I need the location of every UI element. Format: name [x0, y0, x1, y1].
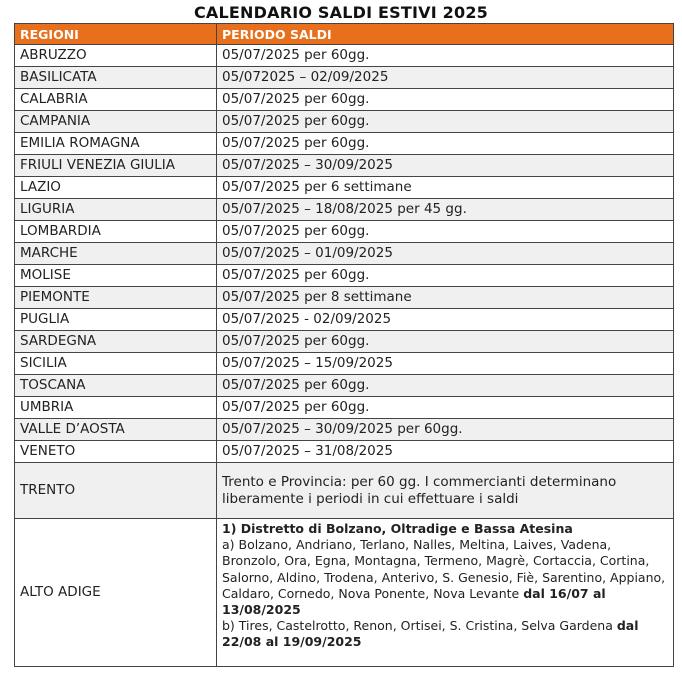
period-cell: 05/07/2025 per 6 settimane [217, 177, 674, 199]
period-cell: 05/07/2025 per 60gg. [217, 221, 674, 243]
table-row [15, 177, 674, 199]
table-row [15, 155, 674, 177]
region-cell: LAZIO [15, 177, 217, 199]
table-row [15, 67, 674, 89]
region-cell: CAMPANIA [15, 111, 217, 133]
table-row [15, 45, 674, 67]
region-cell: ABRUZZO [15, 45, 217, 67]
region-cell: VENETO [15, 441, 217, 463]
region-cell: LIGURIA [15, 199, 217, 221]
table-row-trento [15, 463, 674, 519]
table-row-alto-adige [15, 519, 674, 667]
period-cell: 05/07/2025 per 8 settimane [217, 287, 674, 309]
period-cell: 05/07/2025 – 18/08/2025 per 45 gg. [217, 199, 674, 221]
period-cell: 05/07/2025 – 01/09/2025 [217, 243, 674, 265]
table-row [15, 89, 674, 111]
region-cell: SICILIA [15, 353, 217, 375]
period-cell: 05/07/2025 – 15/09/2025 [217, 353, 674, 375]
table-header-row [15, 24, 674, 45]
region-cell: EMILIA ROMAGNA [15, 133, 217, 155]
region-cell: SARDEGNA [15, 331, 217, 353]
table-row [15, 419, 674, 441]
region-cell: LOMBARDIA [15, 221, 217, 243]
district-a-dates: dal 16/07 al 13/08/2025 [222, 585, 606, 618]
table-row [15, 397, 674, 419]
period-cell: 05/07/2025 per 60gg. [217, 133, 674, 155]
table-row [15, 199, 674, 221]
table-row [15, 375, 674, 397]
period-cell: 05/07/2025 per 60gg. [217, 397, 674, 419]
table-row [15, 353, 674, 375]
table-row [15, 265, 674, 287]
period-cell-alto-adige [217, 519, 674, 667]
region-cell: MARCHE [15, 243, 217, 265]
period-cell: 05/072025 – 02/09/2025 [217, 67, 674, 89]
region-cell: MOLISE [15, 265, 217, 287]
period-cell: 05/07/2025 per 60gg. [217, 331, 674, 353]
table-row [15, 111, 674, 133]
district-a-municipalities: a) Bolzano, Andriano, Terlano, Nalles, Meltina, Laives, Vadena, Bronzolo, Ora, Egna, Montagna, Termeno, Magrè, Cortaccia, Cortina, Salorno, Aldino, Trodena, Anterivo, S. Genesio, Fiè, Sarentino, Appiano, Caldaro, Cornedo, Nova Ponente, Nova Levante [222, 537, 666, 601]
table-row [15, 133, 674, 155]
period-cell: 05/07/2025 – 30/09/2025 [217, 155, 674, 177]
region-cell: CALABRIA [15, 89, 217, 111]
region-cell: PUGLIA [15, 309, 217, 331]
period-cell: 05/07/2025 - 02/09/2025 [217, 309, 674, 331]
table-row [15, 331, 674, 353]
region-cell: TOSCANA [15, 375, 217, 397]
period-cell: Trento e Provincia: per 60 gg. I commercianti determinano liberamente i periodi in cui effettuare i saldi [217, 463, 674, 519]
period-cell: 05/07/2025 per 60gg. [217, 45, 674, 67]
period-cell: 05/07/2025 – 30/09/2025 per 60gg. [217, 419, 674, 441]
region-cell: FRIULI VENEZIA GIULIA [15, 155, 217, 177]
period-cell: 05/07/2025 per 60gg. [217, 89, 674, 111]
column-header-regions: REGIONI [15, 24, 217, 45]
table-row [15, 287, 674, 309]
district-heading: 1) Distretto di Bolzano, Oltradige e Bassa Atesina [222, 521, 573, 536]
district-b-dates: dal 22/08 al 19/09/2025 [222, 618, 639, 650]
column-header-period: PERIODO SALDI [217, 24, 674, 45]
period-cell: 05/07/2025 per 60gg. [217, 265, 674, 287]
region-cell: ALTO ADIGE [15, 519, 217, 667]
table-row [15, 221, 674, 243]
district-b-municipalities: b) Tires, Castelrotto, Renon, Ortisei, S. Cristina, Selva Gardena [222, 618, 613, 634]
period-cell: 05/07/2025 – 31/08/2025 [217, 441, 674, 463]
page-title: CALENDARIO SALDI ESTIVI 2025 [193, 3, 488, 22]
region-cell: PIEMONTE [15, 287, 217, 309]
table-row [15, 243, 674, 265]
region-cell: TRENTO [15, 463, 217, 519]
sales-calendar-table [14, 23, 674, 667]
region-cell: UMBRIA [15, 397, 217, 419]
table-row [15, 309, 674, 331]
period-cell: 05/07/2025 per 60gg. [217, 375, 674, 397]
period-cell: 05/07/2025 per 60gg. [217, 111, 674, 133]
table-row [15, 441, 674, 463]
region-cell: VALLE D’AOSTA [15, 419, 217, 441]
region-cell: BASILICATA [15, 67, 217, 89]
